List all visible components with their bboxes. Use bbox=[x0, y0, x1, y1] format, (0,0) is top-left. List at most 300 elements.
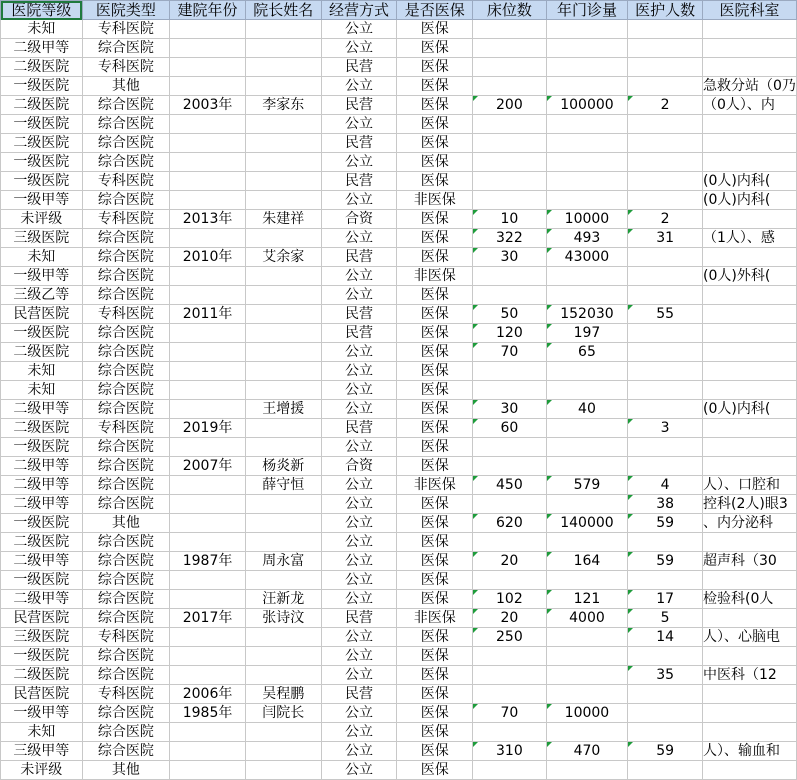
cell[interactable]: 2010年 bbox=[170, 248, 246, 267]
cell[interactable] bbox=[628, 77, 703, 96]
cell[interactable] bbox=[628, 704, 703, 723]
cell[interactable]: 493 bbox=[546, 229, 628, 248]
cell[interactable] bbox=[703, 381, 797, 400]
cell[interactable]: 综合医院 bbox=[82, 609, 170, 628]
cell[interactable] bbox=[628, 134, 703, 153]
cell[interactable]: 薛守恒 bbox=[245, 476, 321, 495]
cell[interactable] bbox=[628, 39, 703, 58]
cell[interactable] bbox=[703, 305, 797, 324]
cell[interactable]: 急救分站（0乃 bbox=[703, 78, 796, 94]
cell[interactable]: 二级甲等 bbox=[1, 457, 83, 476]
cell[interactable]: 综合医院 bbox=[82, 39, 170, 58]
cell[interactable]: 医保 bbox=[397, 514, 473, 533]
cell[interactable] bbox=[170, 400, 246, 419]
cell[interactable]: 综合医院 bbox=[82, 666, 170, 685]
cell[interactable]: 2019年 bbox=[170, 419, 246, 438]
cell[interactable]: 综合医院 bbox=[82, 590, 170, 609]
cell[interactable] bbox=[628, 20, 703, 39]
cell[interactable]: 专科医院 bbox=[82, 419, 170, 438]
cell[interactable]: 152030 bbox=[546, 305, 628, 324]
cell[interactable] bbox=[473, 153, 547, 172]
cell[interactable]: 3 bbox=[628, 419, 703, 438]
cell[interactable] bbox=[546, 115, 628, 134]
cell[interactable]: 民营 bbox=[321, 58, 397, 77]
cell[interactable] bbox=[628, 153, 703, 172]
cell[interactable]: 579 bbox=[546, 476, 628, 495]
cell[interactable]: 医保 bbox=[397, 533, 473, 552]
cell[interactable]: 470 bbox=[546, 742, 628, 761]
cell[interactable] bbox=[245, 172, 321, 191]
cell[interactable] bbox=[628, 723, 703, 742]
cell[interactable]: 专科医院 bbox=[82, 628, 170, 647]
cell[interactable] bbox=[703, 647, 797, 666]
cell[interactable] bbox=[170, 191, 246, 210]
cell[interactable]: 综合医院 bbox=[82, 704, 170, 723]
cell[interactable] bbox=[170, 742, 246, 761]
cell[interactable]: 250 bbox=[473, 628, 547, 647]
cell[interactable]: 121 bbox=[546, 590, 628, 609]
cell[interactable]: 公立 bbox=[321, 191, 397, 210]
cell[interactable]: 197 bbox=[546, 324, 628, 343]
column-header[interactable]: 院长姓名 bbox=[245, 1, 321, 20]
cell[interactable]: 17 bbox=[628, 590, 703, 609]
cell[interactable]: 医保 bbox=[397, 647, 473, 666]
cell[interactable]: 其他 bbox=[82, 761, 170, 780]
cell[interactable] bbox=[546, 77, 628, 96]
cell[interactable] bbox=[170, 115, 246, 134]
cell[interactable] bbox=[473, 20, 547, 39]
cell[interactable]: 综合医院 bbox=[82, 647, 170, 666]
cell[interactable] bbox=[473, 172, 547, 191]
cell[interactable]: 医保 bbox=[397, 552, 473, 571]
cell[interactable] bbox=[703, 286, 797, 305]
cell[interactable]: (0人)外科( bbox=[703, 267, 797, 286]
cell[interactable] bbox=[546, 723, 628, 742]
cell[interactable]: 三级医院 bbox=[1, 628, 83, 647]
cell[interactable] bbox=[245, 191, 321, 210]
cell[interactable]: 中医科（12 bbox=[703, 666, 797, 685]
cell[interactable] bbox=[473, 39, 547, 58]
cell[interactable] bbox=[703, 134, 797, 153]
cell[interactable] bbox=[703, 153, 797, 172]
cell[interactable] bbox=[170, 761, 246, 780]
cell[interactable]: 综合医院 bbox=[82, 742, 170, 761]
cell[interactable]: 张诗汶 bbox=[245, 609, 321, 628]
cell[interactable]: 医保 bbox=[397, 229, 473, 248]
cell[interactable]: 公立 bbox=[321, 286, 397, 305]
cell[interactable]: 非医保 bbox=[397, 476, 473, 495]
cell[interactable] bbox=[170, 267, 246, 286]
cell[interactable] bbox=[703, 571, 797, 590]
cell[interactable]: 医保 bbox=[397, 343, 473, 362]
cell[interactable]: 非医保 bbox=[397, 267, 473, 286]
cell[interactable] bbox=[703, 533, 797, 552]
cell[interactable]: 民营 bbox=[321, 134, 397, 153]
cell[interactable]: 35 bbox=[628, 666, 703, 685]
cell[interactable] bbox=[703, 324, 797, 343]
cell[interactable]: 公立 bbox=[321, 761, 397, 780]
cell[interactable]: 综合医院 bbox=[82, 552, 170, 571]
cell[interactable] bbox=[170, 514, 246, 533]
cell[interactable] bbox=[628, 115, 703, 134]
cell[interactable] bbox=[170, 77, 246, 96]
cell[interactable] bbox=[170, 324, 246, 343]
cell[interactable]: 公立 bbox=[321, 514, 397, 533]
cell[interactable] bbox=[473, 685, 547, 704]
cell[interactable]: 医保 bbox=[397, 419, 473, 438]
cell[interactable] bbox=[628, 362, 703, 381]
cell[interactable] bbox=[170, 438, 246, 457]
cell[interactable]: 医保 bbox=[397, 590, 473, 609]
cell[interactable]: 2013年 bbox=[170, 210, 246, 229]
cell[interactable] bbox=[170, 286, 246, 305]
cell[interactable] bbox=[170, 666, 246, 685]
cell[interactable]: 公立 bbox=[321, 362, 397, 381]
cell[interactable] bbox=[703, 609, 797, 628]
cell[interactable]: 杨炎新 bbox=[245, 457, 321, 476]
cell[interactable]: 60 bbox=[473, 419, 547, 438]
cell[interactable]: 公立 bbox=[321, 533, 397, 552]
cell[interactable]: 其他 bbox=[82, 514, 170, 533]
cell[interactable] bbox=[245, 495, 321, 514]
cell[interactable] bbox=[546, 571, 628, 590]
cell[interactable]: 综合医院 bbox=[82, 476, 170, 495]
cell[interactable] bbox=[546, 628, 628, 647]
cell[interactable] bbox=[170, 381, 246, 400]
cell[interactable] bbox=[473, 438, 547, 457]
cell[interactable] bbox=[703, 248, 797, 267]
cell[interactable]: 医保 bbox=[397, 495, 473, 514]
cell[interactable] bbox=[628, 438, 703, 457]
cell[interactable]: 二级医院 bbox=[1, 533, 83, 552]
cell[interactable] bbox=[703, 685, 797, 704]
cell[interactable] bbox=[170, 571, 246, 590]
cell[interactable]: 专科医院 bbox=[82, 685, 170, 704]
cell[interactable]: 未评级 bbox=[1, 761, 83, 780]
cell[interactable]: 综合医院 bbox=[82, 457, 170, 476]
column-header[interactable]: 医院类型 bbox=[82, 1, 170, 20]
cell[interactable]: 55 bbox=[628, 305, 703, 324]
cell[interactable]: 公立 bbox=[321, 476, 397, 495]
cell[interactable]: 一级医院 bbox=[1, 438, 83, 457]
cell[interactable] bbox=[245, 39, 321, 58]
cell[interactable] bbox=[170, 723, 246, 742]
cell[interactable] bbox=[245, 20, 321, 39]
cell[interactable]: 50 bbox=[473, 305, 547, 324]
cell[interactable] bbox=[473, 457, 547, 476]
cell[interactable] bbox=[170, 362, 246, 381]
cell[interactable]: 一级医院 bbox=[1, 172, 83, 191]
cell[interactable]: 43000 bbox=[546, 248, 628, 267]
cell[interactable]: 综合医院 bbox=[82, 381, 170, 400]
cell[interactable]: 二级甲等 bbox=[1, 552, 83, 571]
cell[interactable]: 31 bbox=[628, 229, 703, 248]
cell[interactable]: 30 bbox=[473, 400, 547, 419]
column-header[interactable]: 医护人数 bbox=[628, 1, 703, 20]
cell[interactable]: 民营 bbox=[321, 96, 397, 115]
cell[interactable]: 14 bbox=[628, 628, 703, 647]
cell[interactable] bbox=[245, 305, 321, 324]
cell[interactable] bbox=[170, 20, 246, 39]
cell[interactable] bbox=[703, 39, 797, 58]
cell[interactable] bbox=[473, 191, 547, 210]
cell[interactable] bbox=[628, 324, 703, 343]
cell[interactable]: 二级医院 bbox=[1, 666, 83, 685]
cell[interactable] bbox=[703, 419, 797, 438]
cell[interactable]: 未知 bbox=[1, 723, 83, 742]
cell[interactable] bbox=[546, 647, 628, 666]
cell[interactable]: 公立 bbox=[321, 666, 397, 685]
cell[interactable]: 1985年 bbox=[170, 704, 246, 723]
cell[interactable] bbox=[170, 229, 246, 248]
cell[interactable]: 2006年 bbox=[170, 685, 246, 704]
cell[interactable]: （1人）、感 bbox=[703, 229, 797, 248]
cell[interactable]: 65 bbox=[546, 343, 628, 362]
cell[interactable] bbox=[473, 58, 547, 77]
column-header[interactable]: 经营方式 bbox=[321, 1, 397, 20]
cell[interactable] bbox=[628, 400, 703, 419]
cell[interactable]: 三级甲等 bbox=[1, 742, 83, 761]
cell[interactable]: 民营 bbox=[321, 685, 397, 704]
cell[interactable] bbox=[628, 647, 703, 666]
cell[interactable] bbox=[245, 628, 321, 647]
cell[interactable] bbox=[245, 324, 321, 343]
cell[interactable]: 二级甲等 bbox=[1, 476, 83, 495]
cell[interactable]: 164 bbox=[546, 552, 628, 571]
cell[interactable]: 综合医院 bbox=[82, 115, 170, 134]
cell[interactable] bbox=[628, 685, 703, 704]
cell[interactable]: 医保 bbox=[397, 381, 473, 400]
cell[interactable]: 综合医院 bbox=[82, 438, 170, 457]
cell[interactable]: 医保 bbox=[397, 457, 473, 476]
cell[interactable]: 综合医院 bbox=[82, 571, 170, 590]
cell[interactable]: 120 bbox=[473, 324, 547, 343]
cell[interactable]: 30 bbox=[473, 248, 547, 267]
cell[interactable]: 二级甲等 bbox=[1, 400, 83, 419]
cell[interactable] bbox=[473, 362, 547, 381]
cell[interactable]: 未知 bbox=[1, 362, 83, 381]
cell[interactable]: 未评级 bbox=[1, 210, 83, 229]
cell[interactable]: 公立 bbox=[321, 343, 397, 362]
cell[interactable]: 合资 bbox=[321, 457, 397, 476]
cell[interactable] bbox=[473, 267, 547, 286]
cell[interactable]: 59 bbox=[628, 514, 703, 533]
cell[interactable]: 100000 bbox=[546, 96, 628, 115]
cell[interactable] bbox=[473, 533, 547, 552]
cell[interactable] bbox=[703, 723, 797, 742]
cell[interactable]: 公立 bbox=[321, 590, 397, 609]
cell[interactable]: 其他 bbox=[82, 77, 170, 96]
cell[interactable]: 医保 bbox=[397, 666, 473, 685]
cell[interactable]: 医保 bbox=[397, 723, 473, 742]
cell[interactable]: 综合医院 bbox=[82, 343, 170, 362]
cell[interactable]: 2 bbox=[628, 210, 703, 229]
cell[interactable]: 未知 bbox=[1, 248, 83, 267]
cell[interactable] bbox=[473, 286, 547, 305]
cell[interactable] bbox=[546, 286, 628, 305]
cell[interactable]: 民营 bbox=[321, 324, 397, 343]
cell[interactable]: 公立 bbox=[321, 723, 397, 742]
cell[interactable] bbox=[473, 647, 547, 666]
cell[interactable] bbox=[703, 210, 797, 229]
cell[interactable]: 综合医院 bbox=[82, 324, 170, 343]
cell[interactable]: 公立 bbox=[321, 381, 397, 400]
cell[interactable]: 一级医院 bbox=[1, 115, 83, 134]
cell[interactable] bbox=[703, 761, 797, 780]
cell[interactable] bbox=[170, 58, 246, 77]
cell[interactable]: 二级医院 bbox=[1, 419, 83, 438]
cell[interactable]: 王增援 bbox=[245, 400, 321, 419]
cell[interactable] bbox=[245, 571, 321, 590]
column-header[interactable]: 医院科室 bbox=[703, 1, 797, 20]
column-header[interactable]: 床位数 bbox=[473, 1, 547, 20]
cell[interactable]: 医保 bbox=[397, 115, 473, 134]
cell[interactable]: 综合医院 bbox=[82, 153, 170, 172]
cell[interactable]: 20 bbox=[473, 552, 547, 571]
cell[interactable]: 20 bbox=[473, 609, 547, 628]
cell[interactable]: 公立 bbox=[321, 552, 397, 571]
cell[interactable]: 公立 bbox=[321, 400, 397, 419]
cell[interactable] bbox=[170, 39, 246, 58]
cell[interactable]: 二级甲等 bbox=[1, 590, 83, 609]
cell[interactable]: 医保 bbox=[397, 362, 473, 381]
cell[interactable]: 二级医院 bbox=[1, 58, 83, 77]
cell[interactable]: 公立 bbox=[321, 571, 397, 590]
cell[interactable]: 310 bbox=[473, 742, 547, 761]
cell[interactable] bbox=[628, 381, 703, 400]
cell[interactable] bbox=[170, 533, 246, 552]
cell[interactable] bbox=[170, 476, 246, 495]
cell[interactable] bbox=[473, 723, 547, 742]
cell[interactable]: 二级甲等 bbox=[1, 39, 83, 58]
cell[interactable] bbox=[245, 362, 321, 381]
cell[interactable] bbox=[546, 533, 628, 552]
cell[interactable]: 公立 bbox=[321, 742, 397, 761]
cell[interactable]: 检验科(0人 bbox=[703, 590, 797, 609]
cell[interactable]: 民营 bbox=[321, 419, 397, 438]
cell[interactable] bbox=[245, 343, 321, 362]
cell[interactable]: 综合医院 bbox=[82, 96, 170, 115]
cell[interactable]: 三级乙等 bbox=[1, 286, 83, 305]
cell[interactable]: 450 bbox=[473, 476, 547, 495]
cell[interactable] bbox=[703, 58, 797, 77]
cell[interactable]: 2007年 bbox=[170, 457, 246, 476]
cell[interactable] bbox=[473, 571, 547, 590]
cell[interactable]: 艾余家 bbox=[245, 248, 321, 267]
cell[interactable] bbox=[703, 457, 797, 476]
cell[interactable]: 38 bbox=[628, 495, 703, 514]
cell[interactable] bbox=[546, 172, 628, 191]
cell[interactable]: 、内分泌科 bbox=[703, 514, 797, 533]
cell[interactable] bbox=[546, 58, 628, 77]
cell[interactable]: 一级医院 bbox=[1, 77, 83, 96]
cell[interactable]: 综合医院 bbox=[82, 286, 170, 305]
cell[interactable] bbox=[473, 495, 547, 514]
cell[interactable]: 医保 bbox=[397, 248, 473, 267]
cell[interactable]: 医保 bbox=[397, 153, 473, 172]
cell[interactable] bbox=[245, 381, 321, 400]
cell[interactable]: 一级医院 bbox=[1, 571, 83, 590]
cell[interactable]: 200 bbox=[473, 96, 547, 115]
cell[interactable] bbox=[473, 115, 547, 134]
cell[interactable]: 公立 bbox=[321, 20, 397, 39]
cell[interactable] bbox=[628, 267, 703, 286]
cell[interactable]: 医保 bbox=[397, 286, 473, 305]
cell[interactable] bbox=[245, 723, 321, 742]
cell[interactable]: 合资 bbox=[321, 210, 397, 229]
cell[interactable]: 102 bbox=[473, 590, 547, 609]
cell[interactable] bbox=[628, 172, 703, 191]
cell[interactable] bbox=[546, 267, 628, 286]
cell[interactable]: 周永富 bbox=[245, 552, 321, 571]
cell[interactable]: 超声科（30 bbox=[703, 552, 797, 571]
cell[interactable] bbox=[245, 115, 321, 134]
cell[interactable] bbox=[245, 267, 321, 286]
cell[interactable] bbox=[473, 666, 547, 685]
cell[interactable] bbox=[546, 20, 628, 39]
cell[interactable] bbox=[628, 761, 703, 780]
cell[interactable] bbox=[628, 58, 703, 77]
cell[interactable]: 未知 bbox=[1, 20, 83, 39]
cell[interactable] bbox=[628, 571, 703, 590]
cell[interactable] bbox=[245, 77, 321, 96]
cell[interactable]: 二级甲等 bbox=[1, 495, 83, 514]
cell[interactable] bbox=[245, 742, 321, 761]
cell[interactable]: 二级医院 bbox=[1, 343, 83, 362]
cell[interactable] bbox=[170, 647, 246, 666]
cell[interactable]: (0人)内科( bbox=[703, 191, 797, 210]
cell[interactable]: 综合医院 bbox=[82, 248, 170, 267]
cell[interactable]: 70 bbox=[473, 704, 547, 723]
cell[interactable]: 专科医院 bbox=[82, 20, 170, 39]
cell[interactable]: 民营医院 bbox=[1, 305, 83, 324]
cell[interactable]: 综合医院 bbox=[82, 533, 170, 552]
cell[interactable] bbox=[170, 590, 246, 609]
cell[interactable] bbox=[170, 628, 246, 647]
cell[interactable]: 公立 bbox=[321, 77, 397, 96]
cell[interactable] bbox=[245, 229, 321, 248]
cell[interactable]: 综合医院 bbox=[82, 134, 170, 153]
cell[interactable]: 医保 bbox=[397, 172, 473, 191]
cell[interactable] bbox=[546, 134, 628, 153]
cell[interactable]: 一级甲等 bbox=[1, 704, 83, 723]
cell[interactable]: 医保 bbox=[397, 571, 473, 590]
cell[interactable] bbox=[703, 438, 797, 457]
cell[interactable]: 专科医院 bbox=[82, 172, 170, 191]
cell[interactable]: 专科医院 bbox=[82, 210, 170, 229]
cell[interactable] bbox=[245, 58, 321, 77]
cell[interactable]: 10000 bbox=[546, 704, 628, 723]
cell[interactable] bbox=[473, 761, 547, 780]
cell[interactable]: 三级医院 bbox=[1, 229, 83, 248]
cell[interactable]: 综合医院 bbox=[82, 267, 170, 286]
cell[interactable]: 一级医院 bbox=[1, 647, 83, 666]
cell[interactable]: 医保 bbox=[397, 305, 473, 324]
cell[interactable]: 民营医院 bbox=[1, 609, 83, 628]
cell[interactable]: 4 bbox=[628, 476, 703, 495]
cell[interactable] bbox=[170, 495, 246, 514]
cell[interactable] bbox=[703, 704, 797, 723]
cell[interactable]: 医保 bbox=[397, 77, 473, 96]
cell[interactable]: 医保 bbox=[397, 438, 473, 457]
cell[interactable]: 医保 bbox=[397, 761, 473, 780]
cell[interactable]: 一级医院 bbox=[1, 514, 83, 533]
cell[interactable]: 人）、心脑电 bbox=[703, 628, 797, 647]
cell[interactable] bbox=[245, 666, 321, 685]
cell[interactable]: 医保 bbox=[397, 685, 473, 704]
cell[interactable]: 2003年 bbox=[170, 96, 246, 115]
cell[interactable] bbox=[546, 438, 628, 457]
